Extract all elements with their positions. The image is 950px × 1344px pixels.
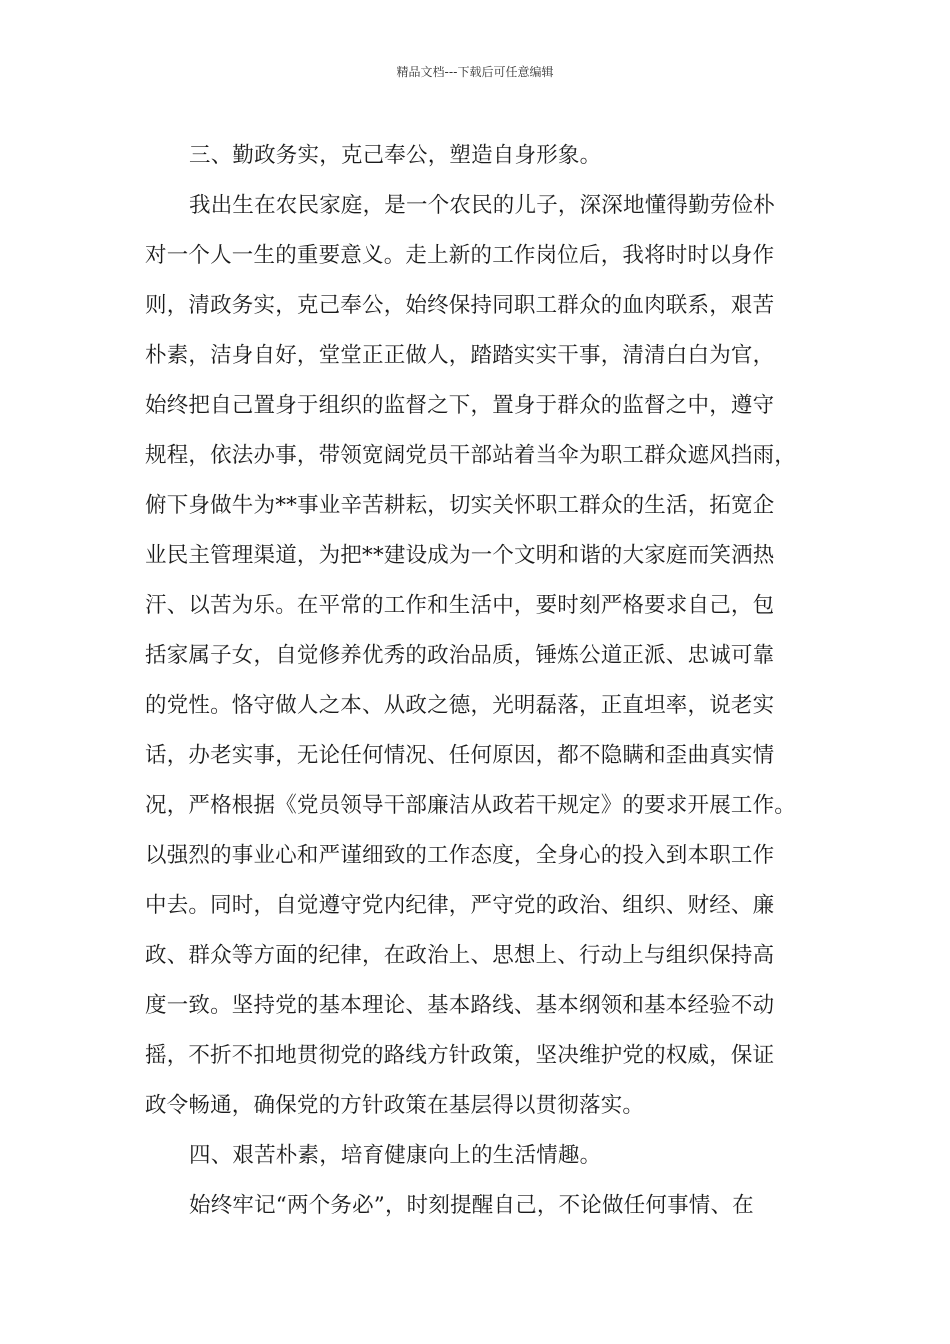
paragraph-line: 朴素，洁身自好，堂堂正正做人，踏踏实实干事，清清白白为官， — [145, 343, 775, 368]
section-heading-4: 四、艰苦朴素，培育健康向上的生活情趣。 — [189, 1143, 602, 1168]
paragraph-line: 摇，不折不扣地贯彻党的路线方针政策，坚决维护党的权威，保证 — [145, 1043, 775, 1068]
paragraph-line: 我出生在农民家庭，是一个农民的儿子，深深地懂得勤劳俭朴 — [189, 193, 775, 218]
section-heading-3: 三、勤政务实，克己奉公，塑造自身形象。 — [189, 143, 602, 168]
paragraph-line: 俯下身做牛为**事业辛苦耕耘，切实关怀职工群众的生活，拓宽企 — [145, 493, 775, 518]
paragraph-line: 况，严格根据《党员领导干部廉洁从政若干规定》的要求开展工作。 — [145, 793, 797, 818]
paragraph-line: 则，清政务实，克己奉公，始终保持同职工群众的血肉联系，艰苦 — [145, 293, 775, 318]
paragraph-line: 业民主管理渠道，为把**建设成为一个文明和谐的大家庭而笑洒热 — [145, 543, 775, 568]
paragraph-line: 政、群众等方面的纪律，在政治上、思想上、行动上与组织保持高 — [145, 943, 775, 968]
paragraph-line: 始终把自己置身于组织的监督之下，置身于群众的监督之中，遵守 — [145, 393, 775, 418]
paragraph-line: 括家属子女，自觉修养优秀的政治品质，锤炼公道正派、忠诚可靠 — [145, 643, 775, 668]
paragraph-line: 规程，依法办事，带领宽阔党员干部站着当伞为职工群众遮风挡雨， — [145, 443, 797, 468]
paragraph-line: 中去。同时，自觉遵守党内纪律，严守党的政治、组织、财经、廉 — [145, 893, 775, 918]
paragraph-line: 的党性。恪守做人之本、从政之德，光明磊落，正直坦率，说老实 — [145, 693, 775, 718]
paragraph-line: 度一致。坚持党的基本理论、基本路线、基本纲领和基本经验不动 — [145, 993, 775, 1018]
paragraph-line: 政令畅通，确保党的方针政策在基层得以贯彻落实。 — [145, 1093, 645, 1118]
paragraph-line: 始终牢记“两个务必”，时刻提醒自己，不论做任何事情、在 — [189, 1193, 754, 1218]
paragraph-line: 汗、以苦为乐。在平常的工作和生活中，要时刻严格要求自己，包 — [145, 593, 775, 618]
page-header: 精品文档---下载后可任意编辑 — [396, 65, 554, 79]
document-body — [145, 131, 825, 1231]
paragraph-line: 话，办老实事，无论任何情况、任何原因，都不隐瞒和歪曲真实情 — [145, 743, 775, 768]
paragraph-line: 对一个人一生的重要意义。走上新的工作岗位后，我将时时以身作 — [145, 243, 775, 268]
paragraph-line: 以强烈的事业心和严谨细致的工作态度，全身心的投入到本职工作 — [145, 843, 775, 868]
